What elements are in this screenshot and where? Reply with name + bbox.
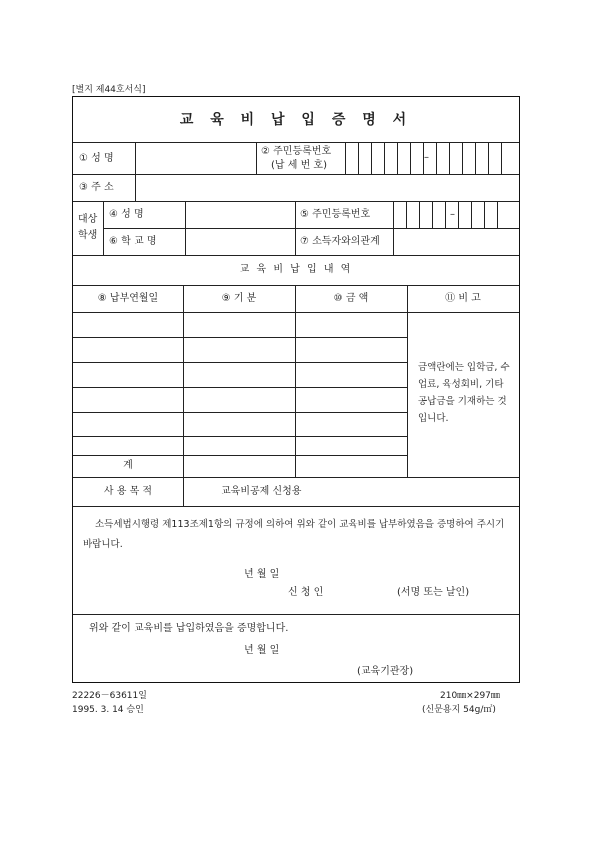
tax-number-label: (납 세 번 호) (271, 160, 327, 171)
address-label: ③ 주 소 (79, 182, 114, 193)
column-header-amount: ⑩ 금 액 (333, 293, 369, 304)
student-rrn-dash: – (450, 209, 455, 220)
details-section-title: 교 육 비 납 입 내 역 (239, 264, 353, 275)
footer-code: 22226－63611일 (72, 691, 147, 701)
student-label: 대상 (78, 214, 98, 225)
request-statement: 소득세법시행령 제113조제1항의 규정에 의하여 위와 같이 교육비를 납부하였음을 증명하여 주시기 바랍니다. (83, 519, 505, 550)
footer-size: 210㎜×297㎜ (440, 691, 500, 701)
footer-paper: (신문용지 54g/㎡) (422, 705, 496, 715)
rrn-dash: – (424, 152, 429, 163)
institution-head-signature: (교육기관장) (357, 666, 414, 677)
remarks-note: 금액란에는 입학금, 수업료, 육성회비, 기타 공납금을 기재하는 것입니다. (418, 362, 510, 424)
form-number: [별지 제44호서식] (72, 85, 146, 95)
applicant-label: 신 청 인 (288, 587, 324, 598)
page-title: 교 육 비 납 입 증 명 서 (179, 112, 413, 128)
school-name-label: ⑥ 학 교 명 (109, 236, 157, 247)
student-name-label: ④ 성 명 (109, 209, 144, 220)
column-header-date: ⑧ 납부연월일 (97, 293, 159, 304)
column-header-period: ⑨ 기 분 (221, 293, 257, 304)
certify-date: 년 월 일 (244, 645, 280, 656)
student-rrn-label: ⑤ 주민등록번호 (300, 209, 371, 220)
certificate-form: 교 육 비 납 입 증 명 서 ① 성 명 ② 주민등록번호 (납 세 번 호) – ③ 주 소 대상 학생 ④ 성 명 ⑤ 주민등록번호 – ⑥ 학 교 명 ⑦ 소득자와의관계 교 육 비 납 입 내 역 ⑧ 납부연월일 ⑨ 기 분 ⑩ 금 액 ⑪ 비 고 계 금액란에는 입학금, 수업료, 육성회비, 기타 공납금을 기재하는 것입니다. 사 용 목 적 교육비공제 신청용 소득세법시행령 제113조제1항의 규정에 의하여 위와 같이 교육비를 납부하였음을 증명하여 주시기 바랍니다. 년 월 일 신 청 인 (서명 또는 날인) 위와 같이 교육비를 납입하였음을 증명합니다. 년 월 일 (교육기관장) (72, 96, 520, 683)
certify-statement: 위와 같이 교육비를 납입하였음을 증명합니다. (89, 623, 289, 634)
applicant-signature: (서명 또는 날인) (397, 587, 470, 598)
purpose-label: 사 용 목 적 (103, 486, 153, 497)
column-header-remarks: ⑪ 비 고 (445, 293, 481, 304)
footer-approval: 1995. 3. 14 승인 (72, 705, 144, 715)
relation-label: ⑦ 소득자와의관계 (300, 236, 380, 247)
total-label: 계 (123, 460, 133, 471)
purpose-value: 교육비공제 신청용 (221, 486, 302, 497)
name-label: ① 성 명 (79, 153, 114, 164)
request-date: 년 월 일 (244, 569, 280, 580)
rrn-label: ② 주민등록번호 (261, 146, 332, 157)
